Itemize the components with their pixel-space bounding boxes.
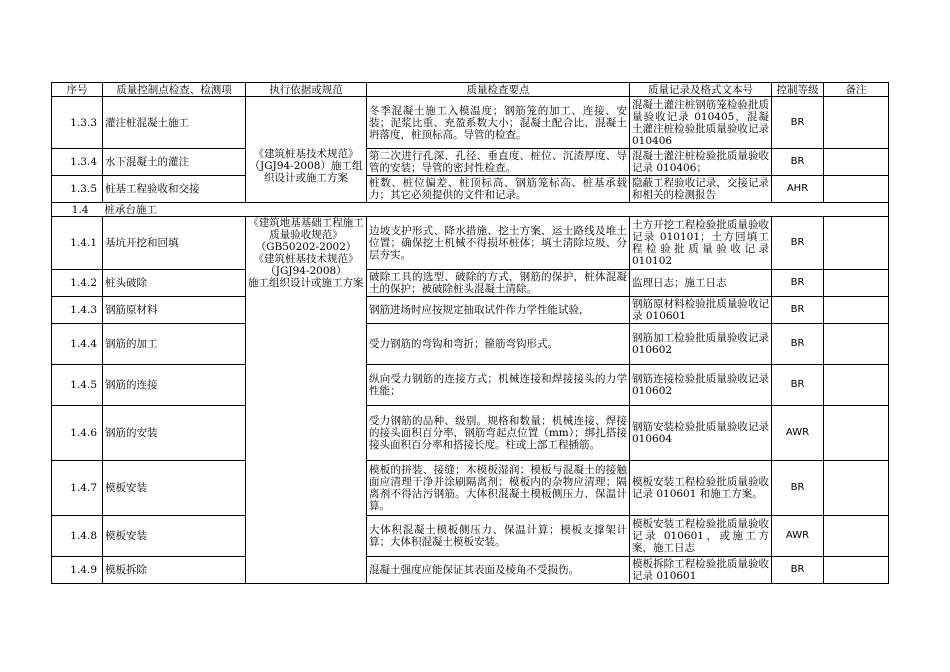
section-title: 桩承台施工 — [103, 203, 824, 217]
row-points: 受力钢筋的品种、级别。规格和数量；机械连接、焊接的接头面积百分率，钢筋弯起点位置（mm）；绑扎搭接接头面积百分率和搭接长度。柱或上部工程插筋。 — [367, 406, 630, 461]
table-row — [52, 365, 889, 406]
row-item: 水下混凝土的灌注 — [103, 149, 246, 176]
row-item: 桩基工程验收和交接 — [103, 176, 246, 203]
row-no: 1.4.8 — [52, 516, 103, 557]
section-row — [52, 203, 889, 217]
basis-cell-group2 — [246, 217, 367, 584]
row-remark — [824, 516, 889, 557]
table-row — [52, 557, 889, 584]
quality-control-sheet — [51, 82, 889, 584]
row-item: 钢筋的安装 — [103, 406, 246, 461]
row-points: 受力钢筋的弯钩和弯折；箍筋弯钩形式。 — [367, 324, 630, 365]
row-level: BR — [772, 270, 824, 297]
table-row — [52, 324, 889, 365]
row-remark — [824, 324, 889, 365]
row-no: 1.4.4 — [52, 324, 103, 365]
basis-text-group2-code: 《建筑地基基础工程施工质量验收规范》（GB50202-2002） — [248, 217, 364, 253]
header-record: 质量记录及格式文本号 — [630, 83, 772, 97]
row-record: 模板安装工程检验批质量验收记录 010601，或施工方案，施工日志 — [630, 516, 772, 557]
row-item: 钢筋的加工 — [103, 324, 246, 365]
row-record: 隐蔽工程验收记录，交接记录和相关的检测报告 — [630, 176, 772, 203]
row-no: 1.4.6 — [52, 406, 103, 461]
row-item: 基坑开挖和回填 — [103, 217, 246, 270]
row-no: 1.4.7 — [52, 461, 103, 516]
quality-control-table — [51, 82, 889, 584]
basis-text-group2-plan: 施工组织设计或施工方案 — [248, 277, 364, 289]
row-no: 1.3.5 — [52, 176, 103, 203]
row-item: 模板安装 — [103, 461, 246, 516]
row-points: 大体积混凝土模板侧压力、保温计算；模板支撑架计算；大体积混凝土模板安装。 — [367, 516, 630, 557]
header-points: 质量检查要点 — [367, 83, 630, 97]
row-record: 钢筋连接检验批质量验收记录 010602 — [630, 365, 772, 406]
row-no: 1.4.1 — [52, 217, 103, 270]
row-remark — [824, 97, 889, 149]
row-points: 破除工具的选型、破除的方式，钢筋的保护，桩体混凝土的保护；被破除桩头混凝土清除。 — [367, 270, 630, 297]
row-no: 1.4.3 — [52, 297, 103, 324]
row-record: 监理日志；施工日志 — [630, 270, 772, 297]
row-points: 钢筋进场时应按规定抽取试件作力学性能试验， — [367, 297, 630, 324]
row-remark — [824, 297, 889, 324]
section-no: 1.4 — [52, 203, 103, 217]
row-record: 模板拆除工程检验批质量验收记录 010601 — [630, 557, 772, 584]
basis-text-group1: 《建筑桩基技术规范》（JGJ94-2008）施工组织设计或施工方案 — [249, 147, 363, 184]
header-level: 控制等级 — [772, 83, 824, 97]
row-points: 冬季混凝土施工入模温度；钢筋笼的加工、连接、安装；泥浆比重、充盈系数大小；混凝土配合比、混凝土坍落度，桩顶标高。导管的检查。 — [367, 97, 630, 149]
table-row — [52, 516, 889, 557]
row-remark — [824, 406, 889, 461]
header-remark: 备注 — [824, 83, 889, 97]
table-row — [52, 406, 889, 461]
header-basis: 执行依据或规范 — [246, 83, 367, 97]
row-level: BR — [772, 297, 824, 324]
row-remark — [824, 461, 889, 516]
header-no: 序号 — [52, 83, 103, 97]
row-points: 桩数、桩位偏差、桩顶标高、钢筋笼标高、桩基承载力；其它必须提供的文件和记录。 — [367, 176, 630, 203]
row-record: 钢筋安装检验批质量验收记录 010604 — [630, 406, 772, 461]
table-row — [52, 297, 889, 324]
table-row — [52, 217, 889, 270]
row-points: 纵向受力钢筋的连接方式；机械连接和焊接接头的力学性能； — [367, 365, 630, 406]
row-record: 土方开挖工程检验批质量验收记录 010101；土方回填工程检验批质量验收记录 010102 — [630, 217, 772, 270]
row-no: 1.4.2 — [52, 270, 103, 297]
row-no: 1.3.4 — [52, 149, 103, 176]
row-remark — [824, 176, 889, 203]
row-record: 钢筋加工检验批质量验收记录 010602 — [630, 324, 772, 365]
row-remark — [824, 557, 889, 584]
row-no: 1.4.9 — [52, 557, 103, 584]
row-level: BR — [772, 324, 824, 365]
row-item: 钢筋原材料 — [103, 297, 246, 324]
row-level: BR — [772, 557, 824, 584]
table-row — [52, 176, 889, 203]
row-record: 模板安装工程检验批质量验收记录 010601 和施工方案。 — [630, 461, 772, 516]
row-remark — [824, 270, 889, 297]
row-item: 模板安装 — [103, 516, 246, 557]
row-item: 钢筋的连接 — [103, 365, 246, 406]
header-item: 质量控制点检查、检测项 — [103, 83, 246, 97]
row-remark — [824, 365, 889, 406]
basis-text-group2-pile: 《建筑桩基技术规范》（JGJ94-2008） — [253, 253, 359, 277]
row-points: 边坡支护形式、降水措施、挖土方案、运土路线及堆土位置；确保挖土机械不得损坏桩体；填土清除垃圾、分层夯实。 — [367, 217, 630, 270]
row-record: 混凝土灌注桩检验批质量验收记录 010406； — [630, 149, 772, 176]
row-level: AHR — [772, 176, 824, 203]
row-level: BR — [772, 217, 824, 270]
row-level: BR — [772, 149, 824, 176]
basis-cell-group1 — [246, 97, 367, 203]
row-level: BR — [772, 365, 824, 406]
table-row — [52, 270, 889, 297]
row-level: AWR — [772, 516, 824, 557]
row-no: 1.4.5 — [52, 365, 103, 406]
table-row — [52, 461, 889, 516]
row-remark — [824, 149, 889, 176]
row-points: 第二次进行孔深、孔径、垂直度、桩位、沉渣厚度、导管的安装；导管的密封性检查。 — [367, 149, 630, 176]
row-item: 桩头破除 — [103, 270, 246, 297]
row-item: 灌注桩混凝土施工 — [103, 97, 246, 149]
row-level: AWR — [772, 406, 824, 461]
row-level: BR — [772, 97, 824, 149]
row-record: 钢筋原材料检验批质量验收记录 010601 — [630, 297, 772, 324]
row-item: 模板拆除 — [103, 557, 246, 584]
row-level: BR — [772, 461, 824, 516]
table-row — [52, 149, 889, 176]
row-record: 混凝土灌注桩钢筋笼检验批质量验收记录 010405，混凝土灌注桩检验批质量验收记录 010406 — [630, 97, 772, 149]
header-row — [52, 83, 889, 97]
row-remark — [824, 217, 889, 270]
section-remark — [824, 203, 889, 217]
row-points: 模板的拼装、接缝；木模板湿润；模板与混凝土的接触面应清理干净并涂刷隔离剂；模板内的杂物应清理；隔离剂不得沾污钢筋。大体积混凝土模板侧压力、保温计算。 — [367, 461, 630, 516]
row-points: 混凝土强度应能保证其表面及棱角不受损伤。 — [367, 557, 630, 584]
table-row — [52, 97, 889, 149]
row-no: 1.3.3 — [52, 97, 103, 149]
